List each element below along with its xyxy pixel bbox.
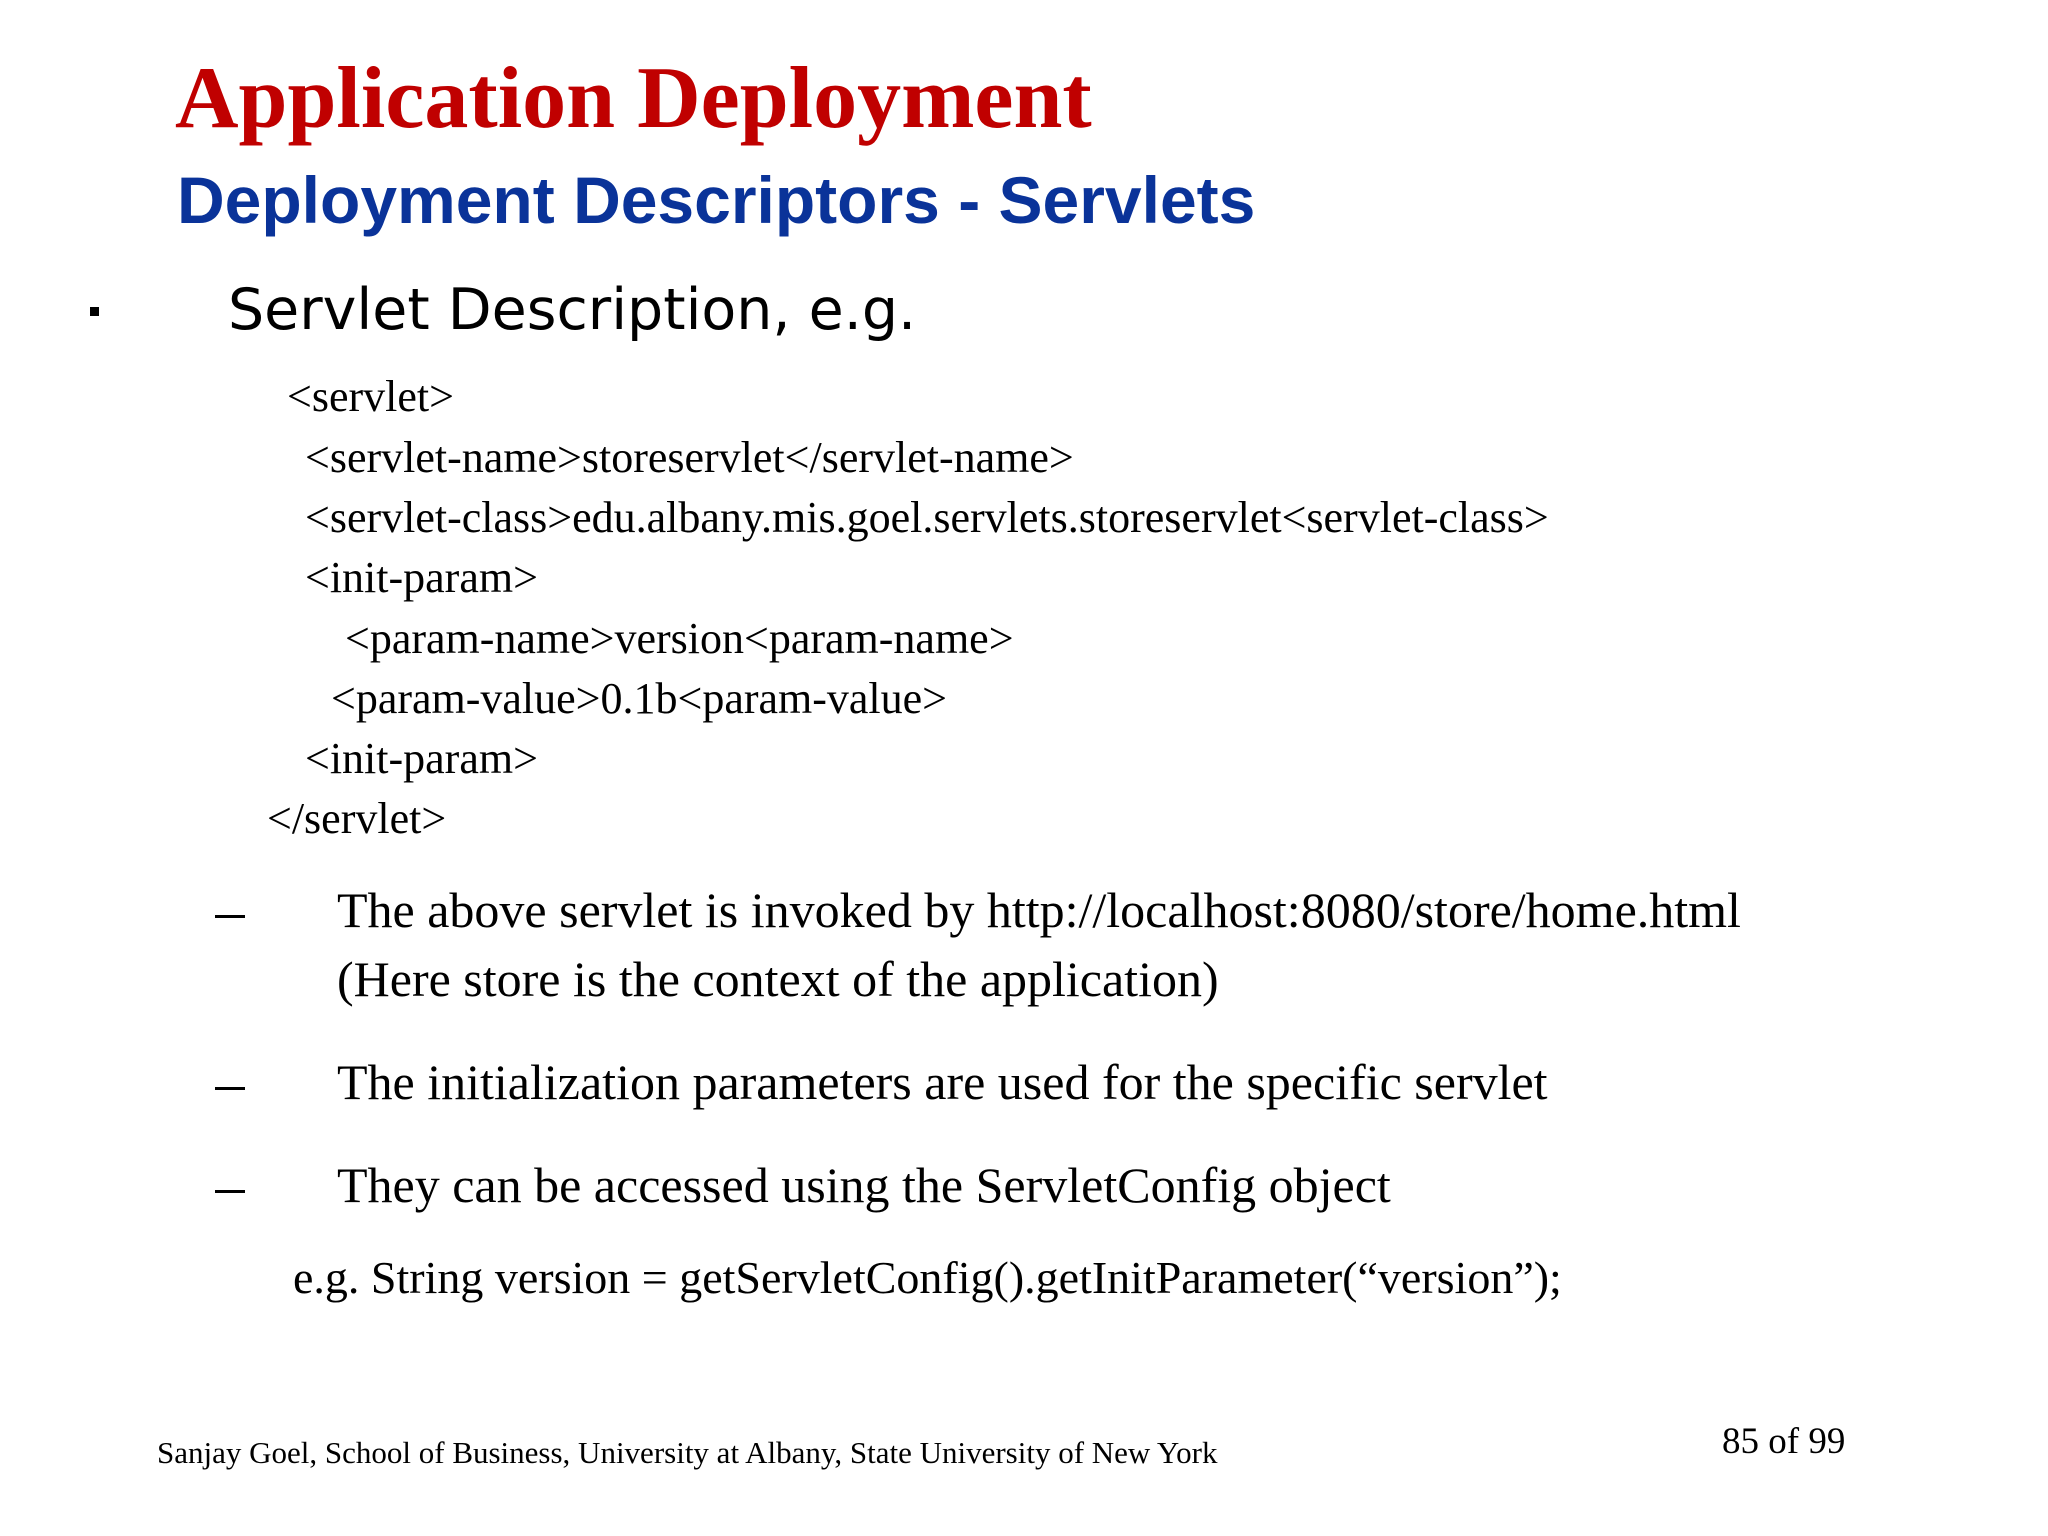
code-line: <servlet-class>edu.albany.mis.goel.servlets.storeservlet<servlet-class> [305,493,1549,542]
code-line: <param-value>0.1b<param-value> [331,674,947,723]
point-text: (Here store is the context of the application) [337,951,1219,1007]
bullet-marker [90,307,99,316]
code-line: </servlet> [267,794,447,843]
point-text: The above servlet is invoked by http://localhost:8080/store/home.html [337,882,1741,938]
code-line: <servlet-name>storeservlet</servlet-name> [305,433,1074,482]
dash-marker [215,915,245,918]
code-line: <init-param> [305,553,538,602]
page-number: 85 of 99 [1722,1421,1846,1462]
point-text: They can be accessed using the ServletConfig object [337,1157,1391,1213]
bullet-heading: Servlet Description, e.g. [228,277,917,343]
slide-title: Application Deployment [175,50,1092,147]
code-line: <servlet> [287,372,454,421]
example-code: e.g. String version = getServletConfig().getInitParameter(“version”); [293,1252,1562,1303]
dash-marker [215,1190,245,1193]
code-line: <param-name>version<param-name> [345,614,1014,663]
code-line: <init-param> [305,734,538,783]
dash-marker [215,1087,245,1090]
point-text: The initialization parameters are used for the specific servlet [337,1054,1548,1110]
slide-subtitle: Deployment Descriptors - Servlets [177,163,1256,237]
footer-credit: Sanjay Goel, School of Business, University at Albany, State University of New York [157,1435,1218,1470]
